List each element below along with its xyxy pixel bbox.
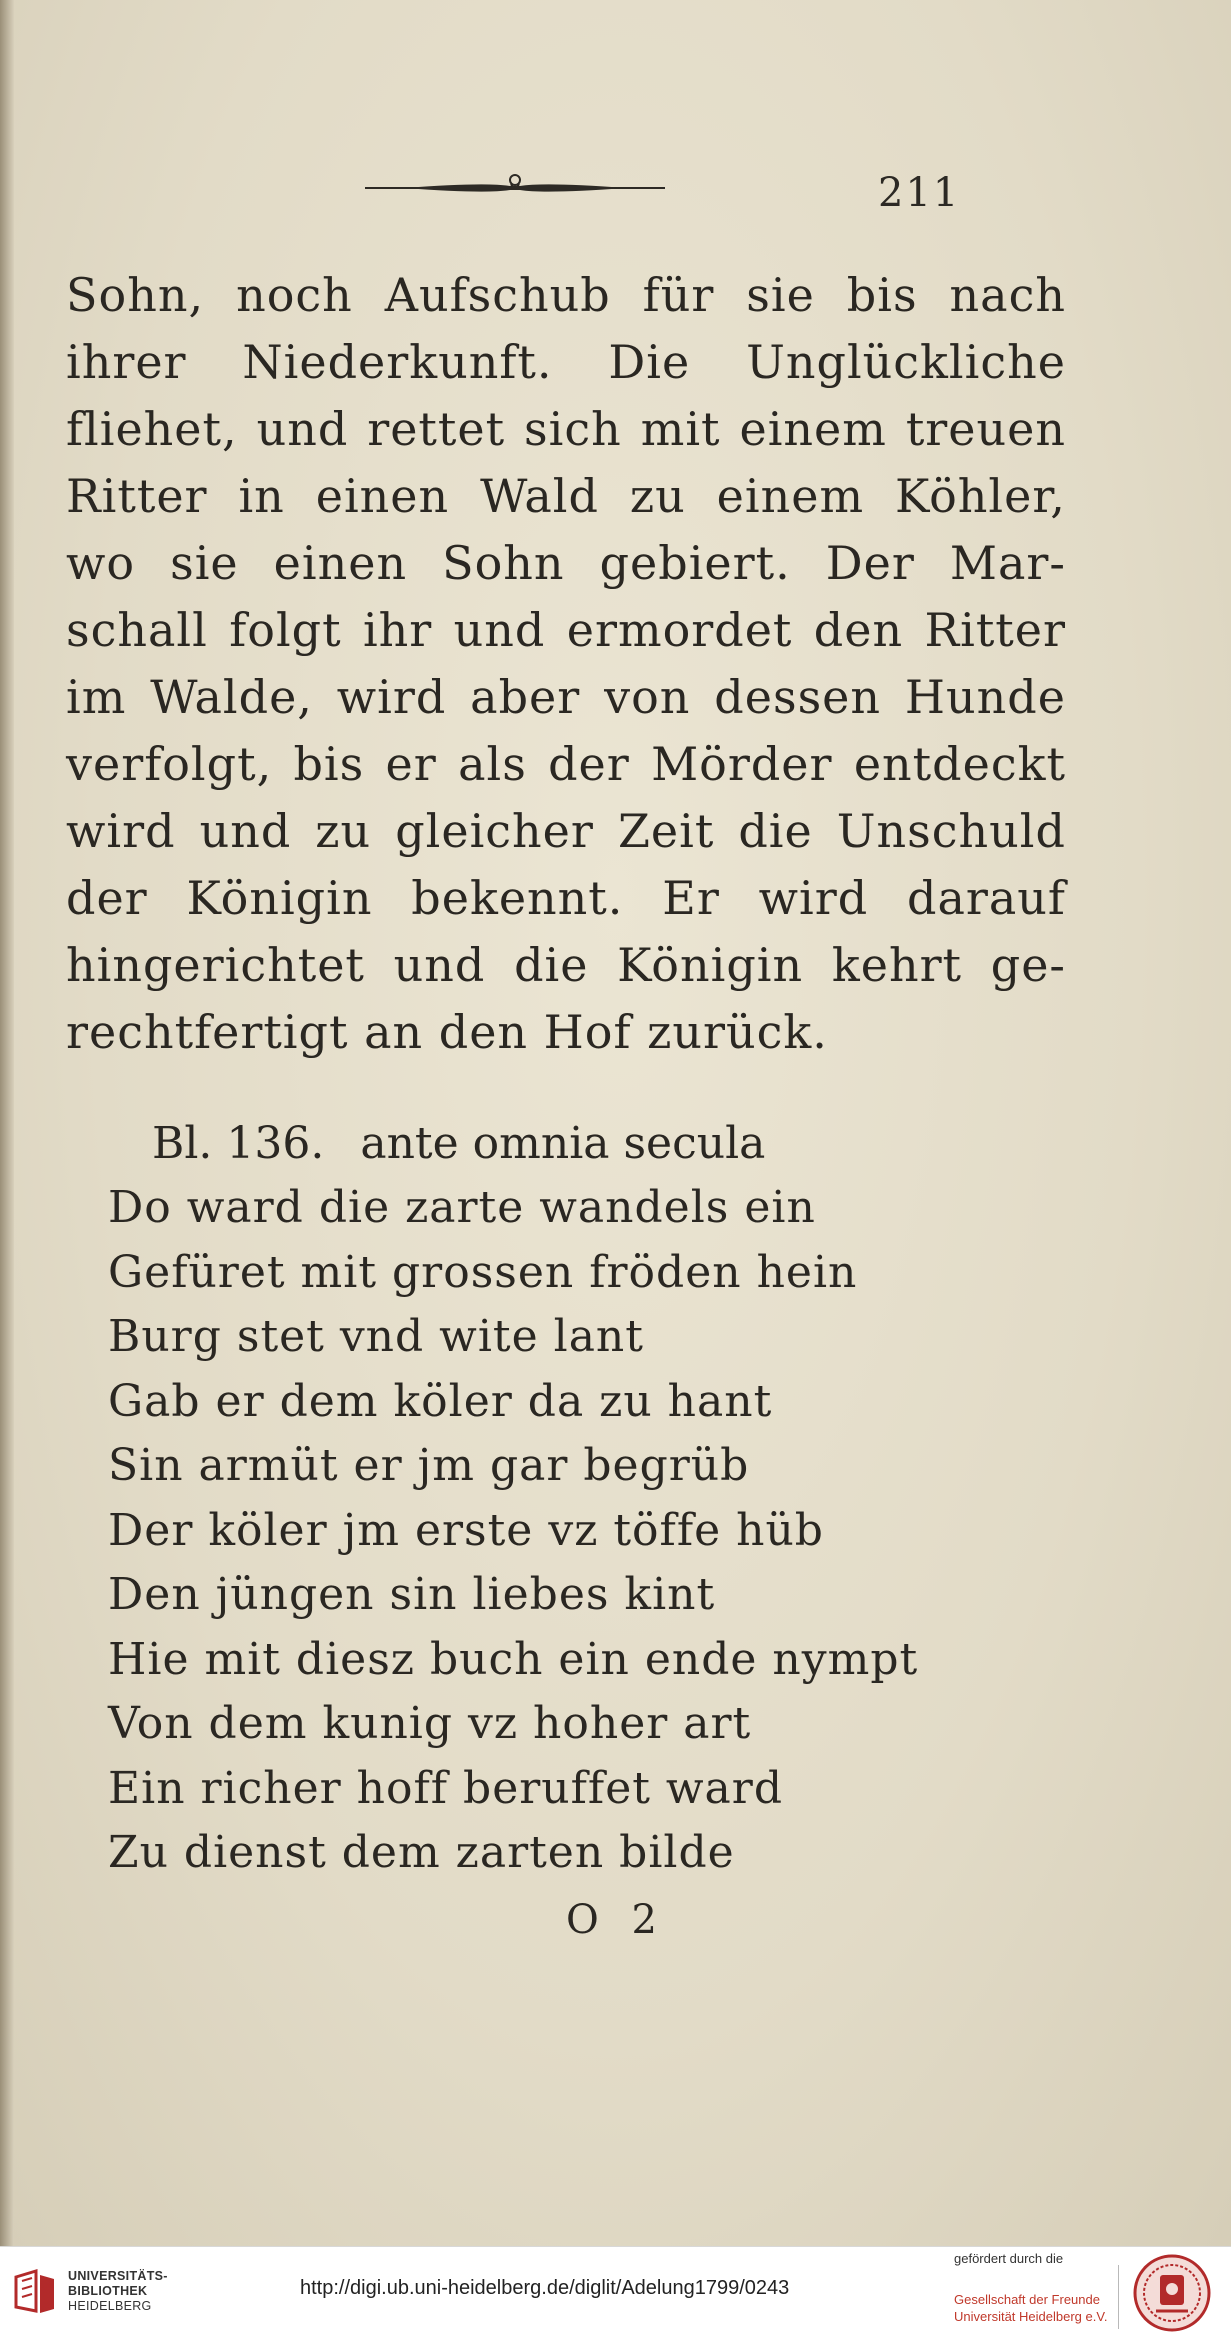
prose-word: einem [716,469,865,523]
prose-word: bis [846,268,918,322]
prose-line [66,597,1066,664]
prose-word: Er [662,871,720,925]
verse-line: Sin armüt er jm gar begrüb [108,1440,750,1491]
prose-word: wird [336,670,447,724]
prose-line [66,396,1066,463]
prose-word: Ritter [924,603,1066,657]
prose-word: einen [315,469,450,523]
prose-word: kehrt [831,938,963,992]
prose-word: Mar- [949,536,1066,590]
prose-word: rechtfertigt an den Hof zurück. [66,1005,828,1059]
prose-word: und [199,804,292,858]
prose-word: zu [315,804,372,858]
prose-word: Unglückliche [746,335,1066,389]
page-header [0,168,1231,216]
verse-line: Der köler jm erste vz töffe hüb [108,1504,824,1556]
verse-heading [152,1112,765,1176]
prose-word: Der [825,536,915,590]
verse-line: Gefüret mit grossen fröden hein [108,1246,858,1298]
prose-word: als [458,737,527,791]
page-number: 211 [878,170,961,216]
prose-word: mit [640,402,721,456]
sponsor-name: Gesellschaft der Freunde Universität Heidelberg e.V. [954,2292,1108,2324]
prose-word: wird [66,804,176,858]
prose-word: Die [608,335,691,389]
prose-word: einen [273,536,408,590]
prose-word: Königin [186,871,373,925]
prose-word: sie [746,268,815,322]
prose-word: Köhler, [894,469,1066,523]
prose-word: Aufschub [384,268,611,322]
verse-line: Den jüngen sin liebes kint [108,1569,716,1620]
prose-word: für [642,268,715,322]
prose-word: wird [758,871,869,925]
prose-word: hingerichtet [66,938,365,992]
sponsor-block [950,2247,1120,2338]
prose-word: sich [524,402,622,456]
verse-line: Do ward die zarte wandels ein [108,1182,816,1233]
verse-line: Zu dienst dem zarten bilde [108,1827,735,1878]
verse-line: Hie mit diesz buch ein ende nympt [108,1633,919,1685]
prose-word: bis [293,737,365,791]
prose-word: fliehet, [66,402,238,456]
prose-word: wo [66,536,136,590]
prose-word: treuen [905,402,1066,456]
prose-word: dessen [714,670,882,724]
prose-word: einem [739,402,887,456]
prose-word: gleicher [395,804,594,858]
prose-word: aber [470,670,581,724]
footer-bar [0,2246,1231,2338]
prose-word: zu [629,469,686,523]
sponsor-divider [1118,2265,1119,2329]
prose-word: der [66,871,148,925]
prose-word: folgt [229,603,342,657]
prose-word: er [385,737,437,791]
prose-word: von [604,670,691,724]
prose-word: darauf [907,871,1066,925]
prose-word: und [256,402,349,456]
library-name: UNIVERSITÄTS- BIBLIOTHEK HEIDELBERG [68,2269,168,2313]
prose-line [66,731,1066,798]
prose-word: ermordet [566,603,793,657]
prose-word: bekennt. [411,871,624,925]
page-edge-shadow [0,0,14,2246]
verse-block [108,1176,918,1886]
permalink-url[interactable]: http://digi.ub.uni-heidelberg.de/diglit/Adelung1799/0243 [300,2277,790,2299]
prose-word: Zeit [617,804,715,858]
prose-word: entdeckt [853,737,1066,791]
prose-word: nach [949,268,1066,322]
verse-line: Von dem kunig vz hoher art [108,1698,752,1749]
prose-word: Mörder [651,737,833,791]
prose-word: Walde, [150,670,313,724]
prose-line [66,530,1066,597]
prose-line [66,999,1066,1066]
prose-word: verfolgt, [66,737,273,791]
prose-word: rettet [367,402,506,456]
prose-word: Hunde [904,670,1066,724]
folio-reference: Bl. 136. [152,1118,325,1169]
verse-line: Gab er dem köler da zu hant [108,1375,773,1427]
prose-word: Sohn, [66,268,205,322]
incipit: ante omnia secula [360,1118,766,1169]
prose-word: Niederkunft. [242,335,553,389]
prose-word: Wald [480,469,599,523]
prose-word: den [813,603,904,657]
prose-word: und [453,603,546,657]
prose-line [66,932,1066,999]
prose-line [66,329,1066,396]
prose-word: gebiert. [599,536,791,590]
prose-word: die [738,804,813,858]
prose-word: die [514,938,589,992]
ornament-rule-icon [365,172,665,202]
university-seal-icon [1132,2253,1212,2333]
library-logo-icon [10,2267,60,2317]
prose-word: der [548,737,630,791]
verse-line: Ein richer hoff beruffet ward [108,1762,783,1814]
prose-word: noch [236,268,353,322]
prose-word: im [66,670,127,724]
prose-line [66,463,1066,530]
signature-mark: O 2 [566,1897,667,1943]
prose-word: sie [170,536,239,590]
verse-line: Burg stet vnd wite lant [108,1311,644,1362]
prose-word: in [238,469,285,523]
prose-word: ge- [990,938,1066,992]
prose-word: Unschuld [836,804,1066,858]
sponsor-caption: gefördert durch die [954,2251,1064,2266]
prose-word: und [393,938,486,992]
prose-line [66,865,1066,932]
prose-line [66,798,1066,865]
prose-word: ihrer [66,335,187,389]
prose-line [66,664,1066,731]
prose-word: Königin [617,938,804,992]
prose-paragraph [66,262,1066,1066]
prose-word: Sohn [442,536,565,590]
prose-word: ihr [362,603,433,657]
prose-word: Ritter [66,469,208,523]
prose-word: schall [66,603,208,657]
prose-line [66,262,1066,329]
